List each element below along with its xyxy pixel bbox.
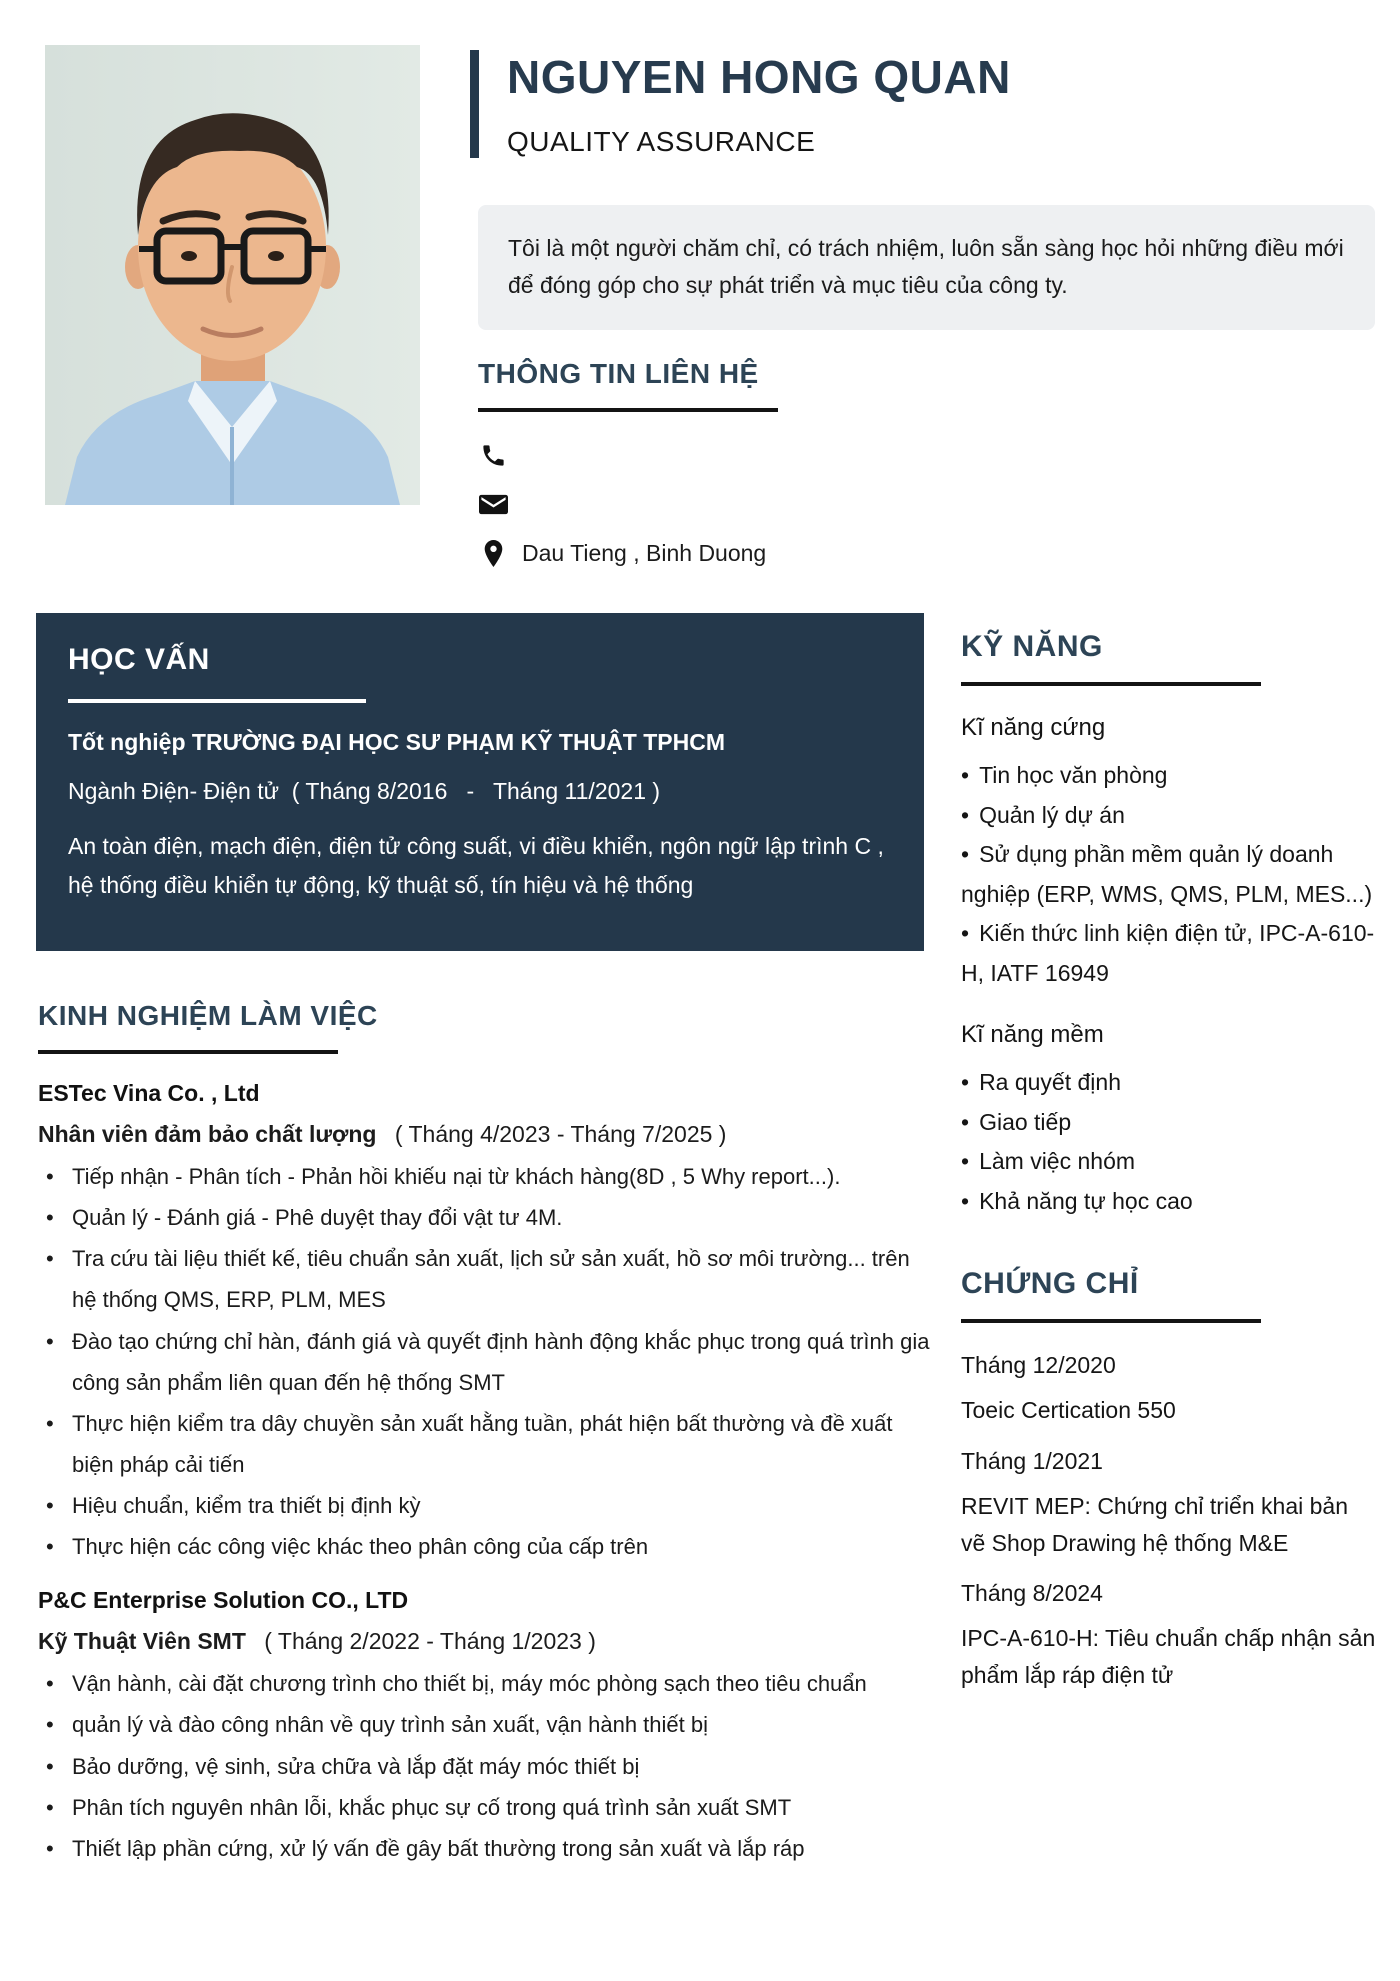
certificates-underline [961,1319,1261,1323]
job-role: Nhân viên đảm bảo chất lượng [38,1121,377,1147]
bullet-dot: • [961,801,970,828]
experience-heading: KINH NGHIỆM LÀM VIỆC [38,1000,378,1031]
contact-row-phone [478,438,1178,472]
bullet-dot: • [46,1328,54,1354]
certificate-entry [961,1443,1377,1561]
job-bullet-text: Thực hiện kiểm tra dây chuyền sản xuất hằng tuần, phát hiện bất thường và đề xuất biện pháp cải tiến [72,1410,893,1477]
certificate-name: Toeic Certication 550 [961,1397,1176,1424]
certificate-entry [961,1347,1377,1429]
skill-item-text: Sử dụng phần mềm quản lý doanh nghiệp (ERP, WMS, QMS, PLM, MES...) [961,841,1373,907]
skill-item-text: Ra quyết định [979,1069,1121,1096]
soft-skills-label: Kĩ năng mềm [961,1021,1104,1049]
job-bullet-text: Hiệu chuẩn, kiểm tra thiết bị định kỳ [72,1493,421,1518]
job-bullet [38,1828,930,1869]
right-column [961,630,1377,1694]
job-period: ( Tháng 4/2023 - Tháng 7/2025 ) [394,1121,727,1147]
certificate-date: Tháng 1/2021 [961,1448,1103,1475]
job-role-line [38,1628,930,1655]
contact-section [478,358,1178,585]
skill-item-text: Tin học văn phòng [979,762,1168,788]
job-company: P&C Enterprise Solution CO., LTD [38,1587,409,1614]
bullet-dot: • [46,1410,54,1436]
bullet-dot: • [46,1835,54,1861]
job-bullet [38,1197,930,1238]
envelope-icon [478,489,508,519]
education-major-period: Ngành Điện- Điện tử ( Tháng 8/2016 - Tháng 11/2021 ) [68,778,661,804]
bullet-dot: • [961,920,970,947]
job-bullet [38,1787,930,1828]
job-bullet [38,1704,930,1745]
bullet-dot: • [46,1493,54,1518]
skill-item-text: Giao tiếp [979,1108,1072,1135]
certificate-entry [961,1575,1377,1693]
hard-skills-label: Kĩ năng cứng [961,714,1106,741]
job-bullet-text: quản lý và đào công nhân về quy trình sản xuất, vận hành thiết bị [72,1712,709,1738]
certificate-date: Tháng 12/2020 [961,1352,1116,1379]
bullet-dot: • [46,1534,54,1560]
job-role: Kỹ Thuật Viên SMT [38,1628,246,1655]
experience-underline [38,1050,338,1054]
certificate-date: Tháng 8/2024 [961,1580,1103,1607]
bullet-dot: • [46,1205,54,1231]
job-role-line [38,1121,930,1148]
job-bullet-text: Thiết lập phần cứng, xử lý vấn đề gây bất thường trong sản xuất và lắp ráp [72,1835,805,1861]
portrait-illustration [45,45,420,505]
experience-section [38,1000,930,1869]
bullet-dot: • [46,1164,54,1189]
skill-item [961,1182,1377,1222]
contact-underline [478,408,778,412]
certificates-heading: CHỨNG CHỈ [961,1267,1139,1301]
skill-item [961,1063,1377,1103]
skill-item [961,756,1377,796]
skill-item-text: Làm việc nhóm [979,1148,1136,1175]
job-bullet [38,1238,930,1320]
contact-heading: THÔNG TIN LIÊN HỆ [478,358,759,389]
skill-item [961,914,1377,993]
skill-item [961,1142,1377,1182]
job-bullet-list [38,1156,930,1567]
bullet-dot: • [46,1794,54,1820]
contact-row-email [478,487,1178,521]
summary-box: Tôi là một người chăm chỉ, có trách nhiệm, luôn sẵn sàng học hỏi những điều mới để đóng góp cho sự phát triển và mục tiêu của công ty. [478,205,1375,330]
skill-item [961,1103,1377,1143]
job-bullet-text: Bảo dưỡng, vệ sinh, sửa chữa và lắp đặt máy móc thiết bị [72,1753,640,1779]
job-bullet-text: Tra cứu tài liệu thiết kế, tiêu chuẩn sản xuất, lịch sử sản xuất, hồ sơ môi trường... trên hệ thống QMS, ERP, PLM, MES [72,1246,910,1313]
job-list [38,1080,930,1869]
education-section [36,613,924,951]
job-entry [38,1587,930,1869]
job-bullet [38,1156,930,1197]
contact-rows [478,438,1178,570]
soft-skills-list [961,1063,1377,1221]
job-bullet-text: Đào tạo chứng chỉ hàn, đánh giá và quyết định hành động khắc phục trong quá trình gia công sản phẩm liên quan đến hệ thống SMT [72,1328,930,1395]
profile-photo [45,45,420,505]
job-company: ESTec Vina Co. , Ltd [38,1080,260,1106]
job-title: QUALITY ASSURANCE [507,126,816,157]
job-bullet [38,1485,930,1526]
education-underline [68,699,366,703]
bullet-dot: • [46,1246,54,1272]
skill-item-text: Quản lý dự án [979,801,1125,828]
map-pin-icon [478,538,508,568]
job-bullet-text: Tiếp nhận - Phân tích - Phản hồi khiếu nại từ khách hàng(8D , 5 Why report...). [72,1164,841,1189]
job-bullet [38,1746,930,1787]
education-description: An toàn điện, mạch điện, điện tử công suất, vi điều khiển, ngôn ngữ lập trình C , hệ thống điều khiển tự động, kỹ thuật số, tín hiệu và hệ thống [68,833,884,898]
bullet-dot: • [961,1069,970,1096]
certificate-name: IPC-A-610-H: Tiêu chuẩn chấp nhận sản phẩm lắp ráp điện tử [961,1625,1376,1689]
hard-skills-list [961,756,1377,993]
job-bullet-text: Phân tích nguyên nhân lỗi, khắc phục sự cố trong quá trình sản xuất SMT [72,1794,792,1820]
skills-heading: KỸ NĂNG [961,630,1103,663]
education-school: Tốt nghiệp TRƯỜNG ĐẠI HỌC SƯ PHẠM KỸ THUẬT TPHCM [68,729,726,755]
bullet-dot: • [46,1671,54,1697]
skill-item-text: Khả năng tự học cao [979,1187,1193,1214]
bullet-dot: • [961,1108,970,1135]
certificate-name: REVIT MEP: Chứng chỉ triển khai bản vẽ Shop Drawing hệ thống M&E [961,1492,1348,1556]
bullet-dot: • [961,762,970,788]
job-entry [38,1080,930,1567]
job-bullet-text: Quản lý - Đánh giá - Phê duyệt thay đổi vật tư 4M. [72,1205,563,1231]
job-bullet [38,1321,930,1403]
location-value: Dau Tieng , Binh Duong [522,539,767,566]
skills-underline [961,682,1261,686]
skill-item-text: Kiến thức linh kiện điện tử, IPC-A-610-H, IATF 16949 [961,920,1375,986]
skill-item [961,796,1377,836]
bullet-dot: • [46,1712,54,1738]
job-bullet [38,1403,930,1485]
job-period: ( Tháng 2/2022 - Tháng 1/2023 ) [264,1628,596,1655]
job-bullet-list [38,1663,930,1869]
job-bullet-text: Thực hiện các công việc khác theo phân công của cấp trên [72,1534,649,1560]
header-block [470,50,1011,158]
bullet-dot: • [961,1187,970,1214]
contact-row-location [478,536,1178,570]
job-bullet-text: Vận hành, cài đặt chương trình cho thiết bị, máy móc phòng sạch theo tiêu chuẩn [72,1671,867,1697]
education-heading: HỌC VẤN [68,643,210,676]
job-bullet [38,1526,930,1567]
bullet-dot: • [961,841,970,868]
certificate-list [961,1347,1377,1693]
bullet-dot: • [961,1148,970,1175]
bullet-dot: • [46,1753,54,1779]
page-title: NGUYEN HONG QUAN [507,51,1011,103]
job-bullet [38,1663,930,1704]
skill-item [961,835,1377,914]
phone-icon [478,440,508,470]
